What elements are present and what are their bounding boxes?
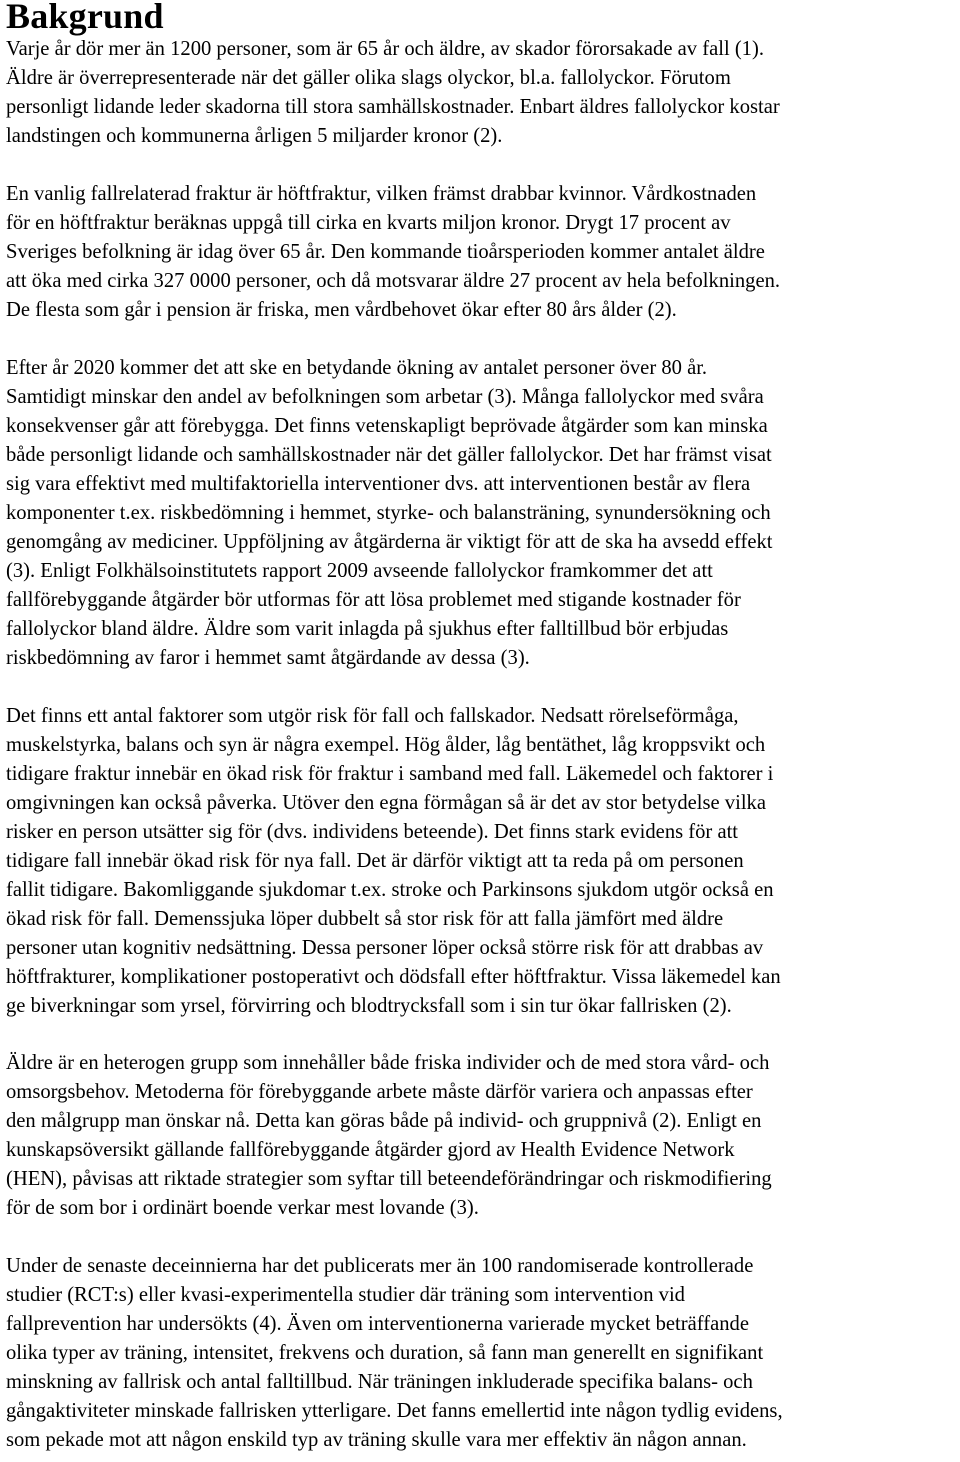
text-line: riskbedömning av faror i hemmet samt åtgärdande av dessa (3).: [6, 647, 530, 669]
text-line: gångaktiviteter minskade fallrisken ytterligare. Det fanns emellertid inte någon tydlig evidens,: [6, 1400, 783, 1422]
text-line: minskning av fallrisk och antal falltillbud. När träningen inkluderade specifika balans- och: [6, 1371, 753, 1393]
text-line: omgivningen kan också påverka. Utöver den egna förmågan så är det av stor betydelse vilka: [6, 792, 766, 814]
text-line: landstingen och kommunerna årligen 5 miljarder kronor (2).: [6, 125, 503, 147]
text-line: ge biverkningar som yrsel, förvirring och blodtrycksfall som i sin tur ökar fallrisken (2).: [6, 995, 732, 1017]
text-line: kunskapsöversikt gällande fallförebyggande åtgärder gjord av Health Evidence Network: [6, 1139, 735, 1161]
text-line: både personligt lidande och samhällskostnader när det gäller fallolyckor. Det har främst visat: [6, 444, 772, 466]
text-line: fallprevention har undersökts (4). Även om interventionerna varierade mycket beträffande: [6, 1313, 749, 1335]
text-line: personligt lidande leder skadorna till stora samhällskostnader. Enbart äldres fallolyckor kostar: [6, 96, 780, 118]
text-line: muskelstyrka, balans och syn är några exempel. Hög ålder, låg bentäthet, låg kroppsvikt och: [6, 734, 766, 756]
text-line: Samtidigt minskar den andel av befolkningen som arbetar (3). Många fallolyckor med svåra: [6, 386, 764, 408]
text-line: De flesta som går i pension är friska, men vårdbehovet ökar efter 80 års ålder (2).: [6, 299, 677, 321]
text-line: Äldre är en heterogen grupp som innehåller både friska individer och de med stora vård- och: [6, 1052, 770, 1074]
text-line: fallförebyggande åtgärder bör utformas för att lösa problemet med stigande kostnader för: [6, 589, 741, 611]
text-line: Det finns ett antal faktorer som utgör risk för fall och fallskador. Nedsatt rörelseförmåga,: [6, 705, 739, 727]
text-line: olika typer av träning, intensitet, frekvens och duration, så fann man generellt en signifikant: [6, 1342, 764, 1364]
text-line: tidigare fall innebär ökad risk för nya fall. Det är därför viktigt att ta reda på om personen: [6, 850, 744, 872]
text-line: tidigare fraktur innebär en ökad risk för fraktur i samband med fall. Läkemedel och faktorer i: [6, 763, 774, 785]
text-line: Sveriges befolkning är idag över 65 år. Den kommande tioårsperioden kommer antalet äldre: [6, 241, 765, 263]
text-line: för de som bor i ordinärt boende verkar mest lovande (3).: [6, 1197, 479, 1219]
text-line: Efter år 2020 kommer det att ske en betydande ökning av antalet personer över 80 år.: [6, 357, 708, 379]
text-line: som pekade mot att någon enskild typ av träning skulle vara mer effektiv än någon annan.: [6, 1429, 747, 1451]
text-line: genomgång av mediciner. Uppföljning av åtgärderna är viktigt för att de ska ha avsedd effekt: [6, 531, 773, 553]
text-line: ökad risk för fall. Demenssjuka löper dubbelt så stor risk för att falla jämfört med äldre: [6, 908, 724, 930]
text-line: omsorgsbehov. Metoderna för förebyggande arbete måste därför variera och anpassas efter: [6, 1081, 753, 1103]
paragraph-6: [6, 1252, 954, 1455]
text-line: för en höftfraktur beräknas uppgå till cirka en kvarts miljon kronor. Drygt 17 procent av: [6, 212, 731, 234]
text-line: konsekvenser går att förebygga. Det finns vetenskapligt beprövade åtgärder som kan minska: [6, 415, 768, 437]
text-line: Äldre är överrepresenterade när det gäller olika slags olyckor, bl.a. fallolyckor. Förutom: [6, 67, 731, 89]
text-line: fallolyckor bland äldre. Äldre som varit inlagda på sjukhus efter falltillbud bör erbjudas: [6, 618, 729, 640]
text-line: (HEN), påvisas att riktade strategier som syftar till beteendeförändringar och riskmodifiering: [6, 1168, 772, 1190]
text-line: fallit tidigare. Bakomliggande sjukdomar t.ex. stroke och Parkinsons sjukdom utgör också en: [6, 879, 774, 901]
paragraph-4: [6, 702, 954, 1021]
paragraph-3: [6, 354, 954, 673]
paragraph-2: [6, 180, 954, 325]
paragraph-5: [6, 1049, 954, 1223]
text-line: komponenter t.ex. riskbedömning i hemmet, styrke- och balansträning, synundersökning och: [6, 502, 771, 524]
text-line: att öka med cirka 327 0000 personer, och då motsvarar äldre 27 procent av hela befolkningen.: [6, 270, 781, 292]
text-line: den målgrupp man önskar nå. Detta kan göras både på individ- och gruppnivå (2). Enligt en: [6, 1110, 762, 1132]
text-line: studier (RCT:s) eller kvasi-experimentella studier där träning som intervention vid: [6, 1284, 685, 1306]
text-line: personer utan kognitiv nedsättning. Dessa personer löper också större risk för att drabbas av: [6, 937, 764, 959]
text-line: Under de senaste deceinnierna har det publicerats mer än 100 randomiserade kontrollerade: [6, 1255, 754, 1277]
text-line: höftfrakturer, komplikationer postoperativt och dödsfall efter höftfraktur. Vissa läkemedel kan: [6, 966, 781, 988]
text-line: risker en person utsätter sig för (dvs. individens beteende). Det finns stark evidens för att: [6, 821, 739, 843]
text-line: En vanlig fallrelaterad fraktur är höftfraktur, vilken främst drabbar kvinnor. Vårdkostnaden: [6, 183, 757, 205]
section-heading: Bakgrund: [6, 0, 164, 36]
text-line: Varje år dör mer än 1200 personer, som är 65 år och äldre, av skador förorsakade av fall (1).: [6, 38, 764, 60]
text-line: sig vara effektivt med multifaktoriella interventioner dvs. att interventionen består av flera: [6, 473, 751, 495]
paragraph-1: [6, 35, 954, 151]
text-line: (3). Enligt Folkhälsoinstitutets rapport 2009 avseende fallolyckor framkommer det att: [6, 560, 713, 582]
